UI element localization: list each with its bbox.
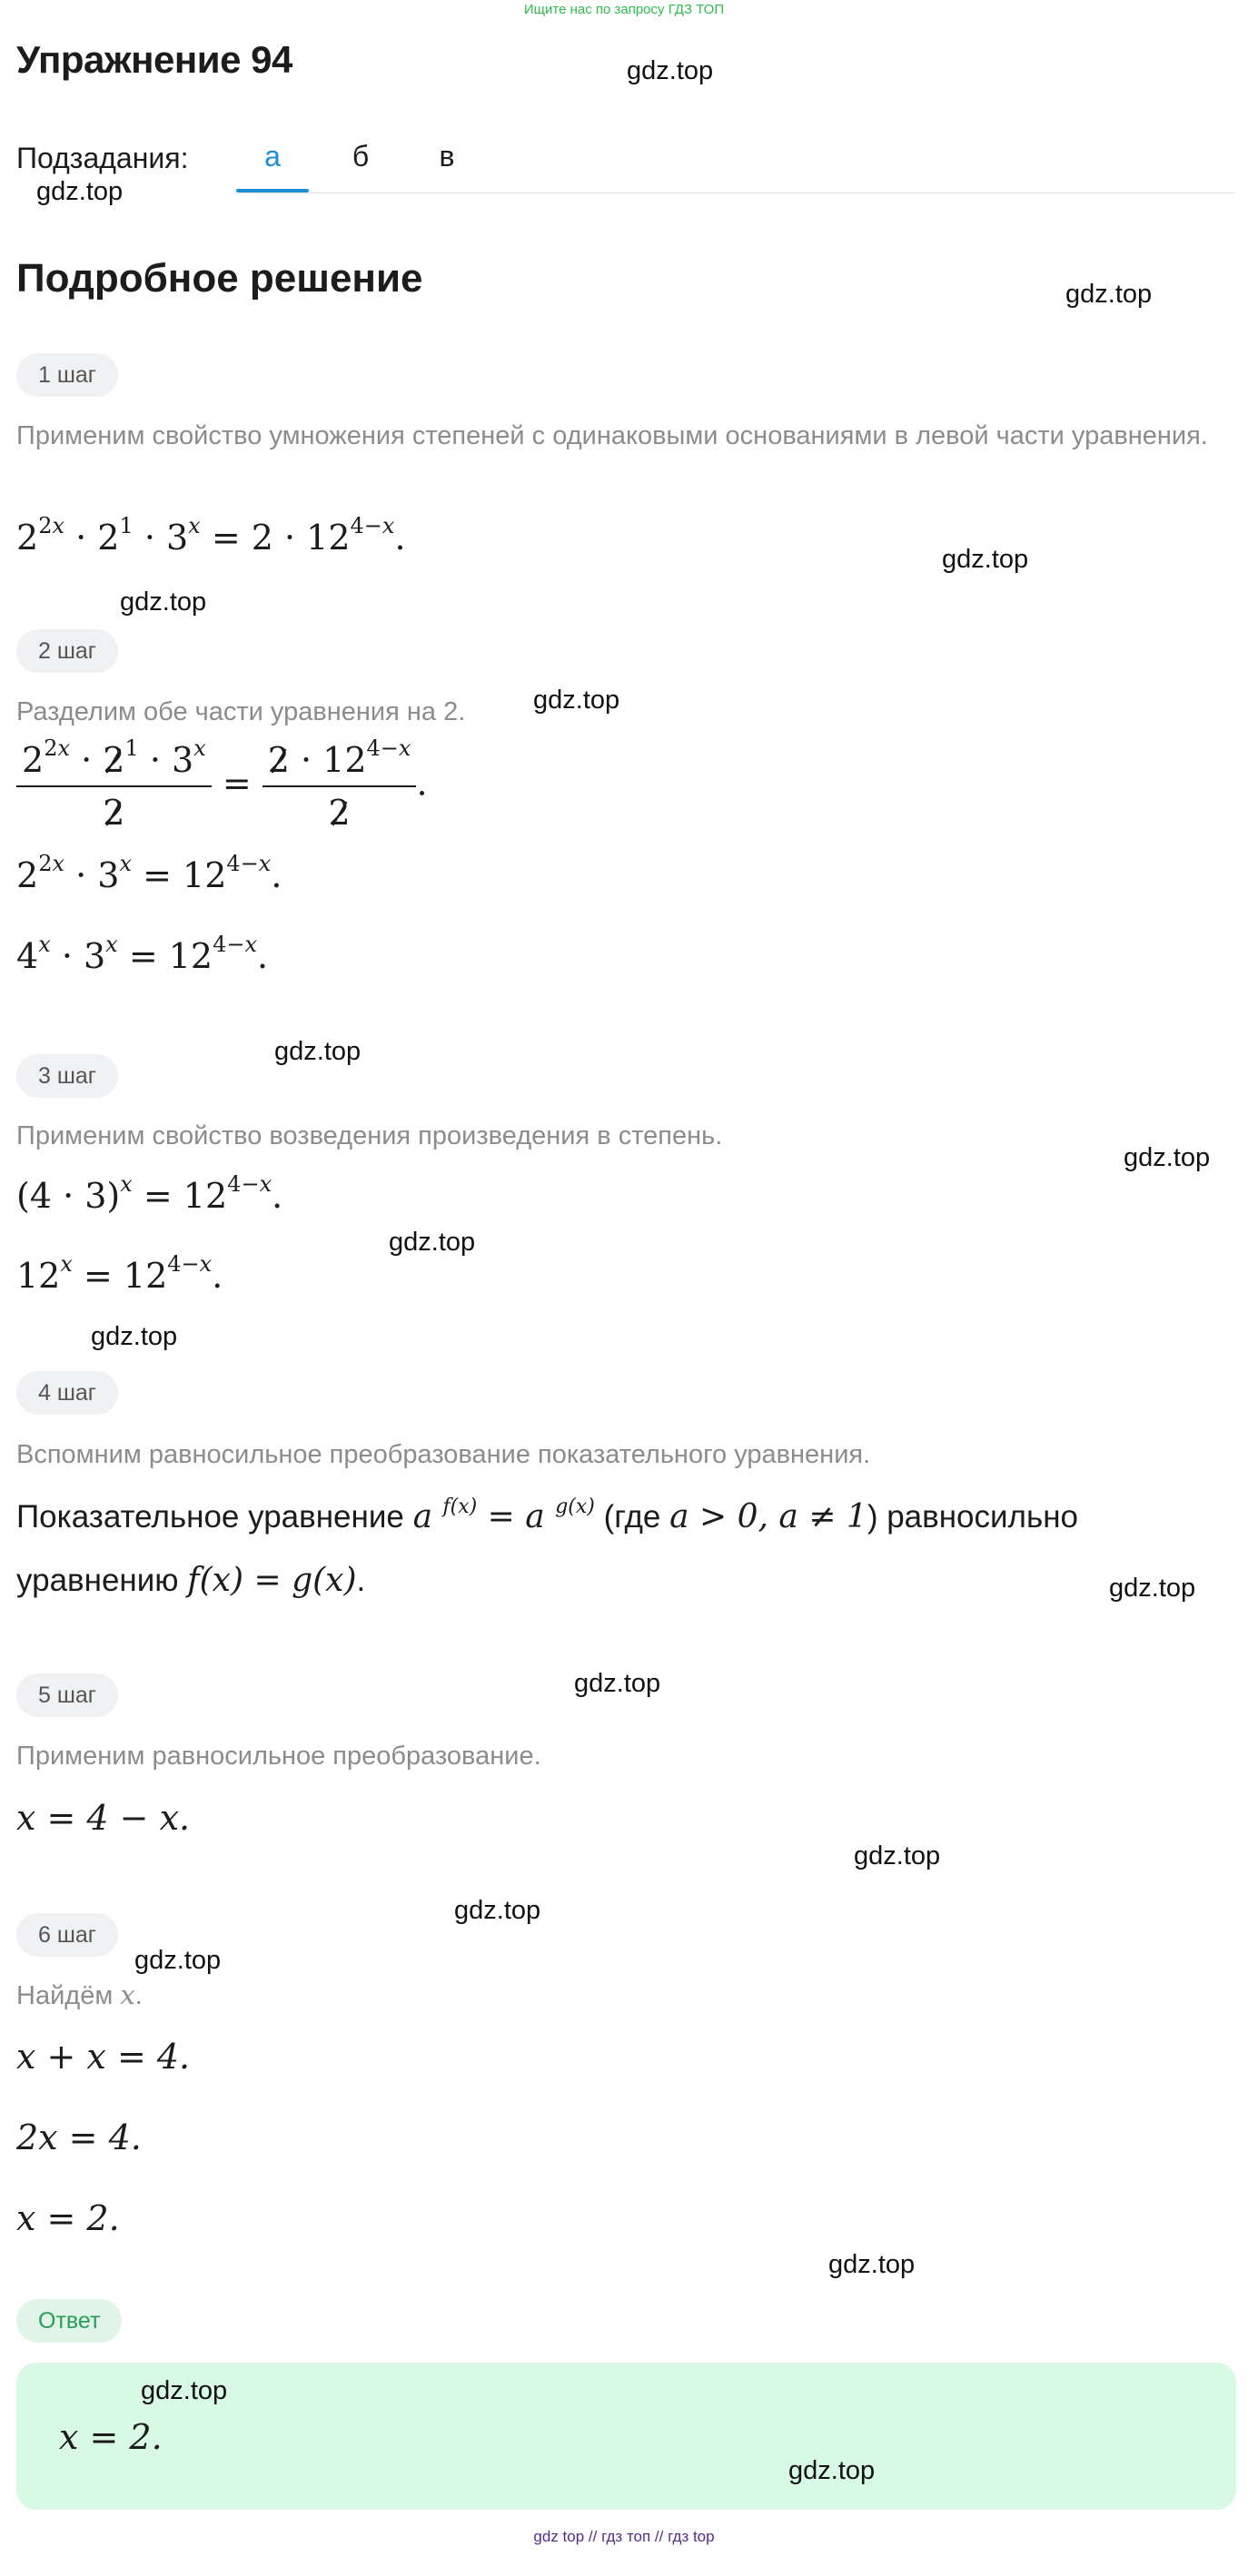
tab-b[interactable]: б bbox=[352, 140, 370, 173]
watermark: gdz.top bbox=[854, 1841, 941, 1870]
step-2-formula-3: $4^x \cdot 3^x = 12^{4-x}$. bbox=[16, 932, 269, 976]
watermark: gdz.top bbox=[1124, 1143, 1211, 1172]
watermark: gdz.top bbox=[828, 2250, 916, 2279]
step-1-formula: $2^{2x} \cdot 2^1 \cdot 3^x = 2 \cdot 12^{4-x}$. bbox=[16, 513, 406, 558]
step-4-rule-text-4: уравнению bbox=[16, 1563, 179, 1598]
step-2-badge: 2 шаг bbox=[16, 629, 118, 673]
answer-value: x = 2. bbox=[59, 2417, 163, 2457]
step-4-rule-text-2: (где bbox=[603, 1499, 661, 1535]
watermark: gdz.top bbox=[120, 587, 207, 617]
watermark: gdz.top bbox=[942, 545, 1029, 574]
step-6-formula-1: x + x = 4. bbox=[16, 2037, 191, 2077]
step-4-rule-text-1: Показательное уравнение bbox=[16, 1499, 404, 1535]
step-4-badge: 4 шаг bbox=[16, 1371, 118, 1415]
watermark: gdz.top bbox=[788, 2456, 876, 2485]
page-title: Упражнение 94 bbox=[16, 38, 292, 81]
step-6-hint-text: Найдём bbox=[16, 1981, 114, 2010]
tab-a[interactable]: а bbox=[264, 140, 281, 173]
step-6-hint: Найдём x. bbox=[16, 1979, 143, 2010]
step-2-formula-2: $2^{2x} \cdot 3^x = 12^{4-x}$. bbox=[16, 851, 282, 895]
step-2-fraction-formula: $\frac{2^{2x} \cdot 2^1 \cdot 3^x}{2}$ = $\frac{2 \cdot 12^{4-x}}{2}$ . bbox=[16, 740, 428, 833]
watermark: gdz.top bbox=[1065, 280, 1153, 309]
step-3-badge: 3 шаг bbox=[16, 1054, 118, 1098]
footer-links[interactable]: gdz top // гдз топ // гдз top bbox=[533, 2528, 715, 2545]
answer-badge: Ответ bbox=[16, 2299, 122, 2343]
tab-c[interactable]: в bbox=[439, 140, 455, 173]
watermark: gdz.top bbox=[36, 177, 124, 206]
step-6-formula-2: 2x = 4. bbox=[16, 2117, 142, 2157]
step-6-badge: 6 шаг bbox=[16, 1913, 118, 1957]
watermark: gdz.top bbox=[454, 1896, 541, 1925]
step-5-hint: Применим равносильное преобразование. bbox=[16, 1742, 541, 1771]
step-4-hint: Вспомним равносильное преобразование показательного уравнения. bbox=[16, 1440, 871, 1469]
watermark: gdz.top bbox=[134, 1946, 222, 1975]
step-4-rule: Показательное уравнение a $^{f(x)}$ = a $^{g(x)}$ (где a > 0, a ≠ 1) равносильно уравнению f(x) = g(x). bbox=[16, 1495, 1079, 1599]
watermark: gdz.top bbox=[574, 1669, 661, 1698]
step-2-hint: Разделим обе части уравнения на 2. bbox=[16, 697, 466, 726]
step-3-formula-2: $12^x = 12^{4-x}$. bbox=[16, 1251, 223, 1296]
section-title: Подробное решение bbox=[16, 256, 423, 301]
step-1-hint: Применим свойство умножения степеней с одинаковыми основаниями в левой части уравнения. bbox=[16, 421, 1208, 450]
watermark: gdz.top bbox=[533, 686, 620, 715]
watermark: gdz.top bbox=[389, 1228, 476, 1257]
tabs-divider bbox=[236, 192, 1235, 193]
watermark: gdz.top bbox=[1109, 1574, 1196, 1603]
top-banner[interactable]: Ищите нас по запросу ГДЗ ТОП bbox=[523, 2, 725, 17]
step-3-hint: Применим свойство возведения произведения в степень. bbox=[16, 1121, 723, 1150]
watermark: gdz.top bbox=[274, 1037, 362, 1066]
step-3-formula-1: $(4 \cdot 3)^x = 12^{4-x}$. bbox=[16, 1171, 283, 1216]
step-4-rule-text-3: ) равносильно bbox=[867, 1499, 1079, 1535]
step-1-badge: 1 шаг bbox=[16, 353, 118, 397]
watermark: gdz.top bbox=[627, 56, 714, 85]
step-5-badge: 5 шаг bbox=[16, 1673, 118, 1717]
step-5-formula: x = 4 − x. bbox=[16, 1798, 191, 1838]
watermark: gdz.top bbox=[91, 1322, 178, 1351]
step-6-formula-3: x = 2. bbox=[16, 2198, 120, 2238]
subtasks-label: Подзадания: bbox=[16, 142, 189, 174]
watermark: gdz.top bbox=[141, 2376, 228, 2405]
